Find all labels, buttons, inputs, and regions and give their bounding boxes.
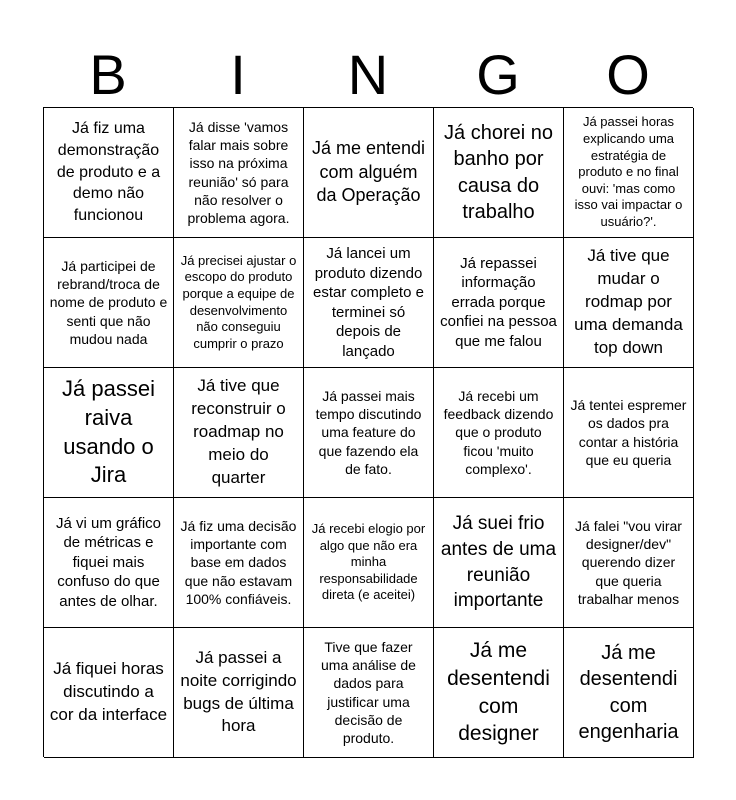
bingo-cell[interactable] — [434, 368, 564, 498]
bingo-cell-text: Já passei a noite corrigindo bugs de última hora — [180, 647, 297, 736]
bingo-cell-text: Já passei raiva usando o Jira — [62, 376, 155, 488]
title-letter-i: I — [230, 43, 246, 106]
bingo-cell[interactable] — [174, 498, 304, 628]
bingo-cell[interactable] — [564, 498, 694, 628]
bingo-cell-text: Já fiquei horas discutindo a cor da interface — [49, 659, 168, 724]
bingo-title — [43, 42, 693, 108]
title-letter-o: O — [606, 43, 650, 106]
bingo-cell-text: Já recebi elogio por algo que não era minha responsabilidade direta (e aceitei) — [311, 520, 426, 603]
bingo-cell[interactable] — [174, 238, 304, 368]
bingo-cell-text: Já vi um gráfico de métricas e fiquei mais confuso do que antes de olhar. — [55, 514, 162, 610]
bingo-cell-text: Já disse 'vamos falar mais sobre isso na próxima reunião' só para não resolver o problema agora. — [187, 118, 290, 226]
bingo-cell[interactable] — [44, 108, 174, 238]
bingo-board — [43, 107, 693, 757]
bingo-cell-text: Já suei frio antes de uma reunião importante — [440, 513, 557, 612]
bingo-cell-text: Já me desentendi com designer — [447, 638, 550, 746]
bingo-cell-text: Já participei de rebrand/troca de nome de produto e senti que não mudou nada — [49, 258, 168, 347]
bingo-cell-text: Já tive que mudar o rodmap por uma demanda top down — [574, 246, 683, 357]
bingo-cell-text: Já falei "vou virar designer/dev" querendo dizer que queria trabalhar menos — [575, 518, 682, 607]
bingo-cell[interactable] — [304, 108, 434, 238]
bingo-cell[interactable] — [434, 238, 564, 368]
bingo-cell[interactable] — [174, 628, 304, 758]
bingo-cell[interactable] — [44, 628, 174, 758]
bingo-cell[interactable] — [44, 238, 174, 368]
bingo-cell-text: Tive que fazer uma análise de dados para justificar uma decisão de produto. — [321, 638, 416, 746]
bingo-cell-text: Já chorei no banho por causa do trabalho — [444, 121, 553, 223]
bingo-cell-text: Já precisei ajustar o escopo do produto porque a equipe de desenvolvimento não conseguiu cumprir o prazo — [180, 252, 297, 351]
bingo-cell[interactable] — [564, 108, 694, 238]
bingo-cell[interactable] — [304, 368, 434, 498]
bingo-cell[interactable] — [564, 238, 694, 368]
bingo-cell-text: Já passei mais tempo discutindo uma feature do que fazendo ela de fato. — [315, 388, 422, 477]
title-letter-b: B — [89, 43, 127, 106]
bingo-cell-text: Já me entendi com alguém da Operação — [311, 138, 426, 206]
bingo-cell-text: Já tentei espremer os dados pra contar a história que eu queria — [570, 397, 687, 468]
bingo-cell[interactable] — [44, 368, 174, 498]
bingo-cell[interactable] — [434, 108, 564, 238]
bingo-cell[interactable] — [304, 238, 434, 368]
bingo-cell-text: Já lancei um produto dizendo estar completo e terminei só depois de lançado — [313, 245, 424, 360]
bingo-cell[interactable] — [44, 498, 174, 628]
title-letter-g: G — [476, 43, 520, 106]
bingo-cell-text: Já repassei informação errada porque confiei na pessoa que me falou — [440, 254, 557, 350]
bingo-cell[interactable] — [174, 368, 304, 498]
bingo-cell-text: Já me desentendi com engenharia — [578, 641, 679, 743]
bingo-cell[interactable] — [304, 498, 434, 628]
bingo-cell[interactable] — [564, 368, 694, 498]
title-letter-n: N — [347, 43, 389, 106]
bingo-cell-text: Já recebi um feedback dizendo que o produto ficou 'muito complexo'. — [443, 388, 554, 477]
bingo-cell[interactable] — [434, 628, 564, 758]
bingo-cell-text: Já passei horas explicando uma estratégia de produto e no final ouvi: 'mas como isso vai impactar o usuário?'. — [574, 114, 683, 230]
bingo-cell[interactable] — [564, 628, 694, 758]
bingo-cell-text: Já tive que reconstruir o roadmap no meio do quarter — [191, 376, 286, 487]
bingo-cell[interactable] — [174, 108, 304, 238]
bingo-cell[interactable] — [304, 628, 434, 758]
bingo-cell-text: Já fiz uma decisão importante com base em dados que não estavam 100% confiáveis. — [180, 518, 297, 607]
bingo-cell[interactable] — [434, 498, 564, 628]
bingo-cell-text: Já fiz uma demonstração de produto e a demo não funcionou — [56, 120, 161, 225]
